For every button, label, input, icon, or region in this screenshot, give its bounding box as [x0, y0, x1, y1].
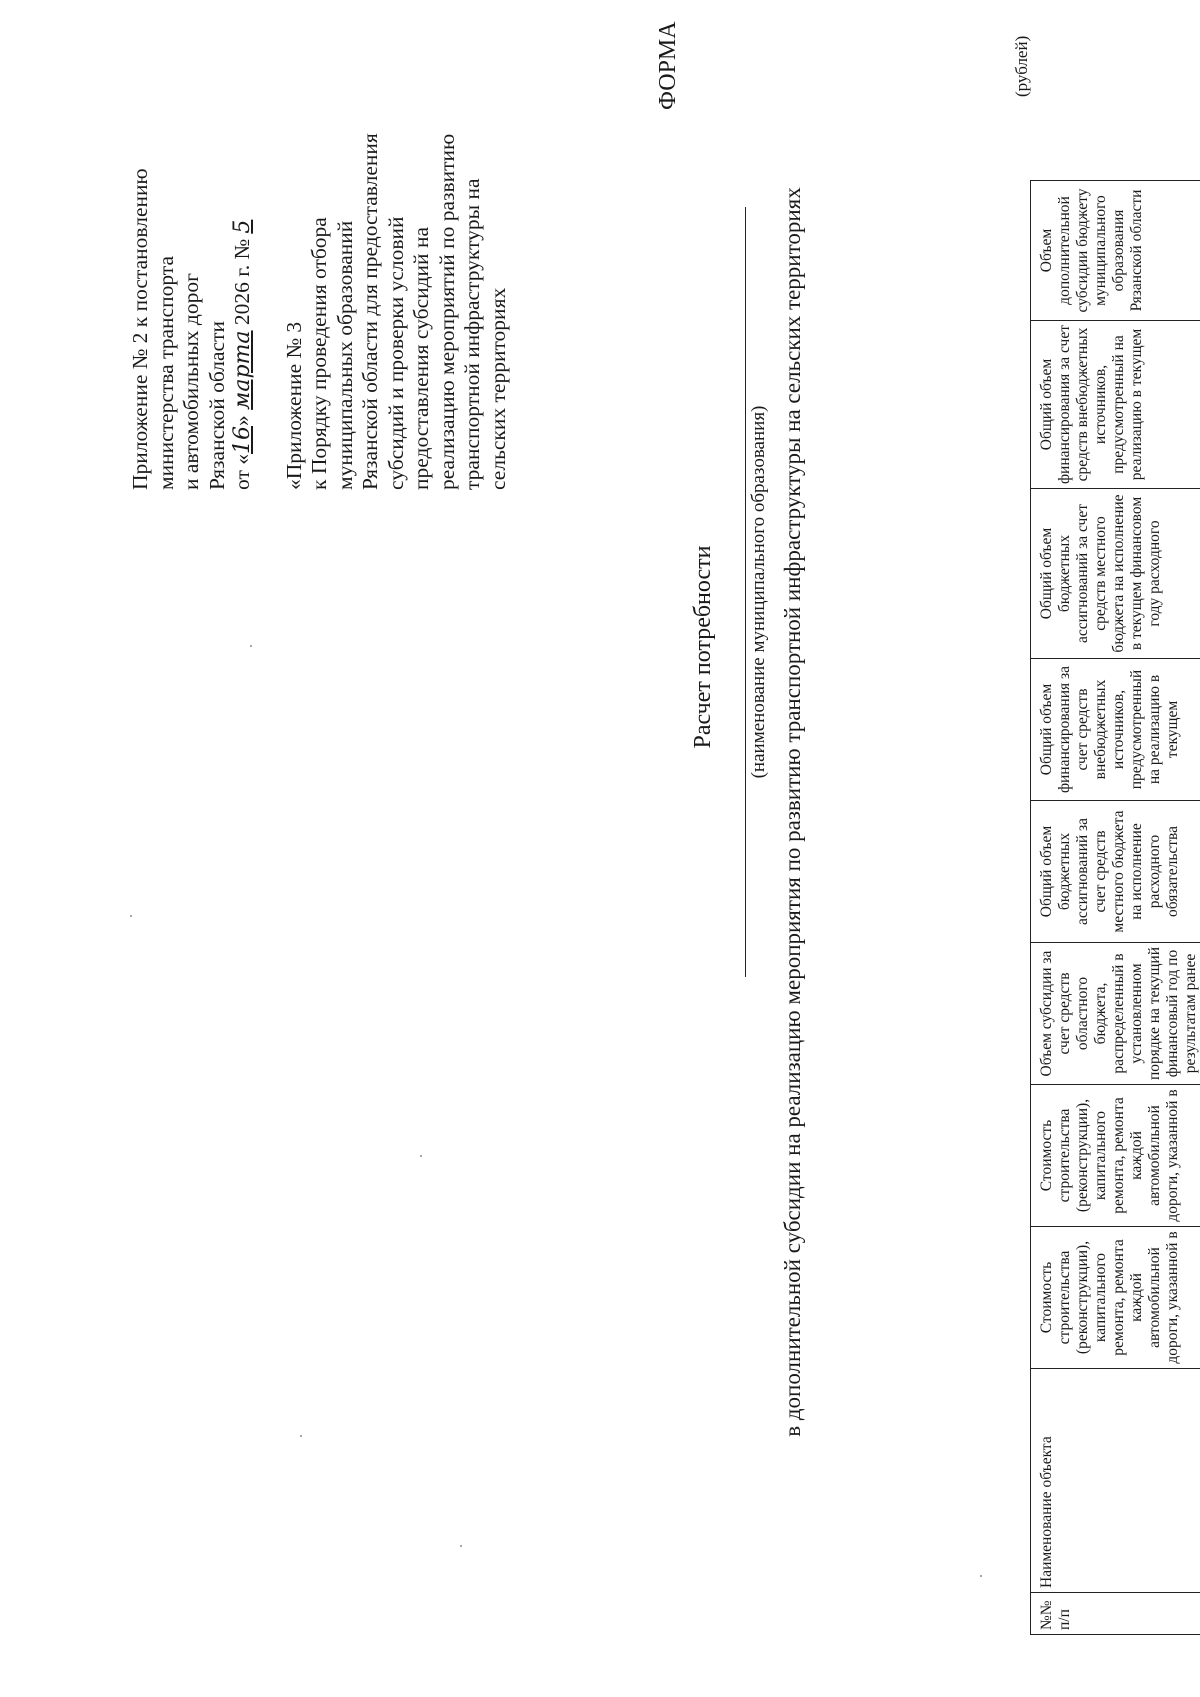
appendix-line-7: реализацию мероприятий по развитию	[434, 133, 459, 490]
appendix-line-4: Рязанской области для предоставления	[358, 133, 382, 490]
appendix-line-6: предоставления субсидий на	[409, 227, 433, 490]
column-header: Объем субсидии за счет средств областного бюджета, распределенный в установленном порядке на текущий финансовый год по результатам ранее	[1031, 943, 1200, 1085]
units-label: (рублей)	[1012, 35, 1031, 97]
header-line-1: Приложение № 2 к постановлению	[128, 168, 152, 490]
appendix-line-3: муниципальных образований	[332, 220, 357, 490]
column-header: Стоимость строительства (реконструкции), капитального ремонта, ремонта каждой автомобильной дороги, указанной в	[1031, 1227, 1200, 1369]
column-header: Общий объем бюджетных ассигнований за счет средств местного бюджета на исполнение в текущем финансовом году расходного	[1031, 489, 1200, 659]
date-month: марта	[230, 330, 255, 410]
appendix-line-9: сельских территориях	[485, 287, 510, 490]
form-label: ФОРМА	[655, 21, 681, 110]
scan-speck	[300, 1435, 302, 1437]
date-year: 2026 г. №	[230, 239, 254, 326]
column-header: Объем дополнительной субсидии бюджету муниципального образования Рязанской области	[1031, 181, 1200, 321]
appendix-line-2: к Порядку проведения отбора	[307, 217, 331, 490]
municipality-name-hint: (наименование муниципального образования)	[748, 405, 769, 779]
document-subtitle: в дополнительной субсидии на реализацию мероприятия по развитию транспортной инфраструктуры на сельских территориях	[780, 187, 805, 1437]
appendix-line-1: «Приложение № 3	[281, 321, 306, 490]
attachment-header	[128, 50, 511, 490]
appendix-line-8: транспортной инфраструктуры на	[460, 178, 484, 490]
scan-speck	[420, 1155, 422, 1157]
column-header: Наименование объекта	[1031, 1369, 1200, 1593]
document-title: Расчет потребности	[690, 545, 716, 749]
table-header-row	[1031, 181, 1200, 1635]
scan-speck	[460, 1545, 462, 1547]
header-line-3: и автомобильных дорог	[179, 273, 203, 490]
need-table	[1030, 180, 1200, 1635]
date-mid: »	[230, 415, 254, 426]
column-header: №№ п/п	[1031, 1593, 1200, 1635]
date-number: 5	[230, 219, 255, 234]
header-line-2: министерства транспорта	[153, 255, 178, 490]
date-day: 16	[230, 426, 255, 454]
column-header: Общий объем финансирования за счет средств внебюджетных источников, предусмотренный на реализацию в текущем	[1031, 659, 1200, 801]
municipality-name-line	[745, 207, 746, 977]
appendix-line-5: субсидий и проверки условий	[383, 216, 408, 490]
scan-speck	[250, 645, 252, 647]
column-header: Стоимость строительства (реконструкции), капитального ремонта, ремонта каждой автомобильной дороги, указанной в	[1031, 1085, 1200, 1227]
column-header: Общий объем бюджетных ассигнований за счет средств местного бюджета на исполнение расходного обязательства	[1031, 801, 1200, 943]
scan-speck	[980, 1575, 982, 1577]
header-line-4: Рязанской области	[204, 321, 229, 490]
column-header: Общий объем финансирования за счет средств внебюджетных источников, предусмотренный на реализацию в текущем	[1031, 321, 1200, 489]
scan-speck	[130, 915, 132, 917]
header-date-line	[230, 50, 256, 490]
date-prefix: от «	[230, 454, 254, 490]
